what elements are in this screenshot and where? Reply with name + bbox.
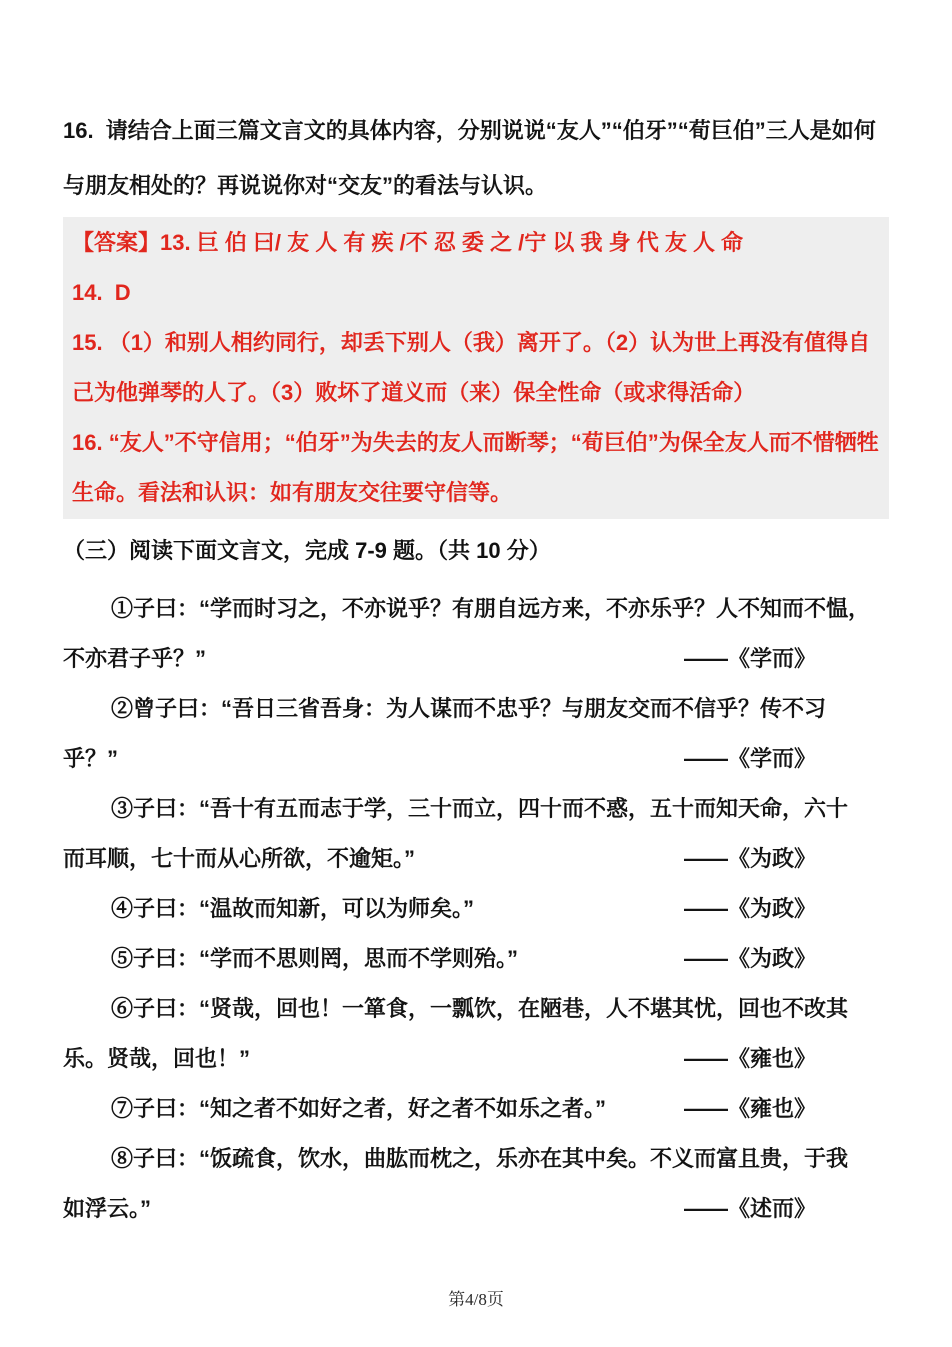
page-footer: 第4/8页 bbox=[448, 1290, 504, 1309]
analect-last-line bbox=[63, 934, 889, 984]
analect-source: ——《学而》 bbox=[683, 646, 816, 671]
analect-source: ——《雍也》 bbox=[683, 1096, 816, 1121]
analect-text: ⑧子曰：“饭疏食，饮水，曲肱而枕之，乐亦在其中矣。不义而富且贵，于我 bbox=[111, 1146, 849, 1171]
analects-list bbox=[63, 584, 889, 1234]
analect-text: 如浮云。” bbox=[63, 1196, 152, 1221]
section-heading: （三）阅读下面文言文，完成 7-9 题。（共 10 分） bbox=[63, 538, 551, 563]
analect-source: ——《雍也》 bbox=[683, 1046, 816, 1071]
analect-item bbox=[63, 784, 889, 884]
analect-item bbox=[63, 984, 889, 1084]
question-16-text: 16. 请结合上面三篇文言文的具体内容，分别说说“友人”“伯牙”“荀巨伯”三人是如何与朋友相处的？再说说你对“交友”的看法与认识。 bbox=[63, 118, 876, 198]
answer-line: 15. （1）和别人相约同行，却丢下别人（我）离开了。（2）认为世上再没有值得自己为他弹琴的人了。（3）败坏了道义而（来）保全性命（或求得活命） bbox=[72, 330, 871, 405]
analect-item bbox=[63, 584, 889, 684]
analect-source: ——《述而》 bbox=[683, 1196, 816, 1221]
analect-source: ——《学而》 bbox=[683, 746, 816, 771]
analect-text: ⑦子曰：“知之者不如好之者，好之者不如乐之者。” bbox=[111, 1096, 607, 1121]
analect-last-line bbox=[63, 1034, 889, 1084]
analect-text: ⑤子曰：“学而不思则罔，思而不学则殆。” bbox=[111, 946, 519, 971]
analect-text: ④子曰：“温故而知新，可以为师矣。” bbox=[111, 896, 475, 921]
analect-text: 乎？” bbox=[63, 746, 119, 771]
analect-item bbox=[63, 1134, 889, 1234]
analect-text: ⑥子曰：“贤哉，回也！一箪食，一瓢饮，在陋巷，人不堪其忧，回也不改其 bbox=[111, 996, 849, 1021]
analect-item bbox=[63, 934, 889, 984]
analect-last-line bbox=[63, 634, 889, 684]
analect-item bbox=[63, 1084, 889, 1134]
analect-item bbox=[63, 684, 889, 784]
analect-last-line bbox=[63, 834, 889, 884]
analect-item bbox=[63, 884, 889, 934]
analect-last-line bbox=[63, 1184, 889, 1234]
analect-text: ①子曰：“学而时习之，不亦说乎？有朋自远方来，不亦乐乎？人不知而不愠， bbox=[111, 596, 871, 621]
answer-line: 【答案】13. 巨 伯 曰/ 友 人 有 疾 /不 忍 委 之 /宁 以 我 身 代 友 人 命 bbox=[72, 230, 744, 255]
analect-text: ②曾子曰：“吾日三省吾身：为人谋而不忠乎？与朋友交而不信乎？传不习 bbox=[111, 696, 827, 721]
analect-last-line bbox=[63, 1084, 889, 1134]
answer-line: 14. D bbox=[72, 280, 131, 305]
analect-last-line bbox=[63, 734, 889, 784]
analect-source: ——《为政》 bbox=[683, 946, 816, 971]
analect-text: 不亦君子乎？” bbox=[63, 646, 207, 671]
analect-text: 而耳顺，七十而从心所欲，不逾矩。” bbox=[63, 846, 416, 871]
analect-source: ——《为政》 bbox=[683, 846, 816, 871]
answer-line: 16. “友人”不守信用；“伯牙”为失去的友人而断琴；“荀巨伯”为保全友人而不惜牺牲生命。看法和认识：如有朋友交往要守信等。 bbox=[72, 430, 879, 505]
analect-text: ③子曰：“吾十有五而志于学，三十而立，四十而不惑，五十而知天命，六十 bbox=[111, 796, 849, 821]
analect-source: ——《为政》 bbox=[683, 896, 816, 921]
answer-block bbox=[63, 217, 889, 519]
analect-last-line bbox=[63, 884, 889, 934]
analect-text: 乐。贤哉，回也！” bbox=[63, 1046, 251, 1071]
